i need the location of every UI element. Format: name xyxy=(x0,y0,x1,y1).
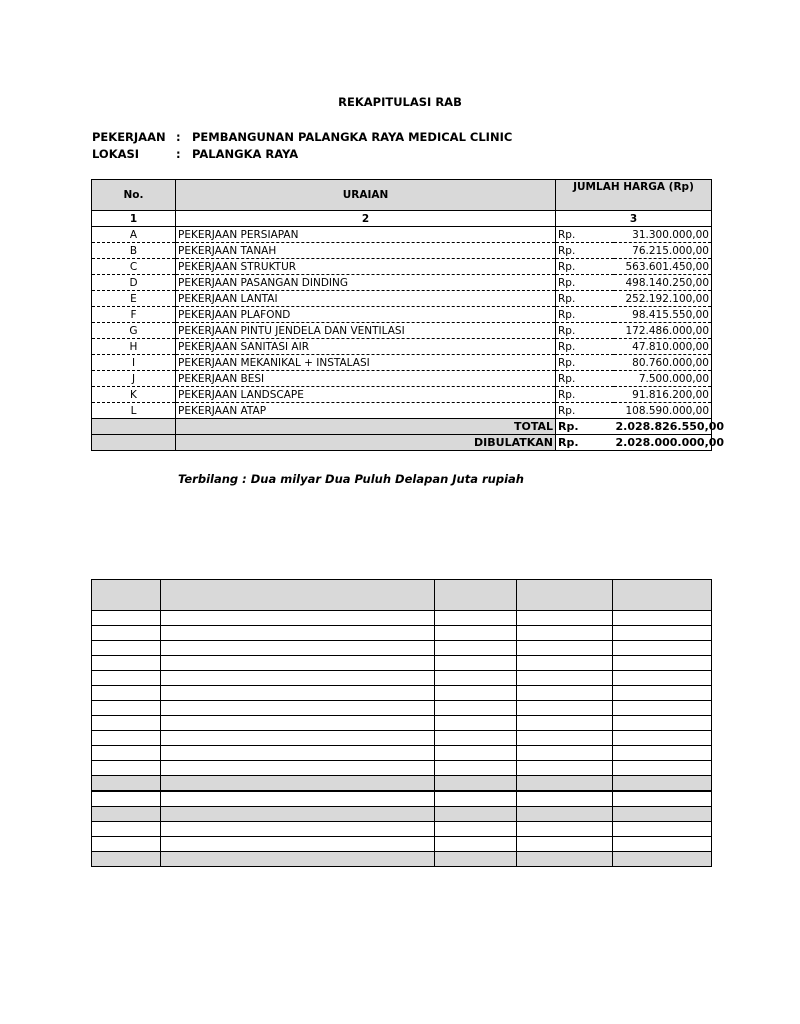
empty-cell xyxy=(517,761,613,776)
item-no: I xyxy=(92,355,176,371)
col-number-1: 1 xyxy=(92,211,176,227)
item-no: C xyxy=(92,259,176,275)
empty-cell xyxy=(92,852,161,867)
empty-table-row xyxy=(92,626,712,641)
item-currency: Rp. xyxy=(556,339,614,355)
item-currency: Rp. xyxy=(556,259,614,275)
item-no: L xyxy=(92,403,176,419)
empty-cell xyxy=(517,701,613,716)
total-currency: Rp. xyxy=(556,419,614,435)
empty-cell xyxy=(517,580,613,611)
empty-cell xyxy=(435,686,517,701)
empty-cell xyxy=(517,807,613,822)
item-amount: 172.486.000,00 xyxy=(614,323,712,339)
empty-cell xyxy=(613,716,712,731)
empty-table-row xyxy=(92,641,712,656)
empty-cell xyxy=(92,686,161,701)
item-no: H xyxy=(92,339,176,355)
empty-table xyxy=(91,579,712,867)
empty-table-row xyxy=(92,822,712,837)
empty-cell xyxy=(613,837,712,852)
item-no: B xyxy=(92,243,176,259)
empty-cell xyxy=(435,837,517,852)
empty-cell xyxy=(435,656,517,671)
item-amount: 498.140.250,00 xyxy=(614,275,712,291)
empty-cell xyxy=(613,807,712,822)
empty-cell xyxy=(92,716,161,731)
empty-cell xyxy=(613,852,712,867)
empty-cell xyxy=(517,671,613,686)
empty-table-row xyxy=(92,611,712,626)
empty-table-row xyxy=(92,731,712,746)
empty-table-row xyxy=(92,776,712,792)
item-description: PEKERJAAN TANAH xyxy=(176,243,556,259)
empty-cell xyxy=(92,731,161,746)
table-row xyxy=(92,355,712,371)
item-amount: 47.810.000,00 xyxy=(614,339,712,355)
item-currency: Rp. xyxy=(556,291,614,307)
project-name-line xyxy=(92,130,512,144)
item-description: PEKERJAAN MEKANIKAL + INSTALASI xyxy=(176,355,556,371)
item-description: PEKERJAAN PLAFOND xyxy=(176,307,556,323)
empty-cell xyxy=(92,656,161,671)
empty-cell xyxy=(161,837,435,852)
empty-cell xyxy=(613,776,712,792)
item-no: A xyxy=(92,227,176,243)
item-description: PEKERJAAN ATAP xyxy=(176,403,556,419)
item-amount: 252.192.100,00 xyxy=(614,291,712,307)
item-currency: Rp. xyxy=(556,371,614,387)
empty-cell xyxy=(161,611,435,626)
empty-cell xyxy=(161,761,435,776)
table-row xyxy=(92,403,712,419)
separator: : xyxy=(176,130,181,144)
empty-cell xyxy=(517,746,613,761)
empty-cell xyxy=(517,611,613,626)
header-uraian: URAIAN xyxy=(176,180,556,211)
empty-cell xyxy=(435,761,517,776)
empty-cell xyxy=(613,656,712,671)
empty-cell xyxy=(435,731,517,746)
table-row xyxy=(92,243,712,259)
empty-cell xyxy=(613,611,712,626)
empty-table-row xyxy=(92,716,712,731)
empty-cell xyxy=(435,746,517,761)
empty-cell xyxy=(92,671,161,686)
empty-table-row xyxy=(92,837,712,852)
empty-cell xyxy=(435,641,517,656)
empty-cell xyxy=(517,626,613,641)
rounded-amount: 2.028.000.000,00 xyxy=(615,436,725,449)
table-row xyxy=(92,387,712,403)
item-description: PEKERJAAN PINTU JENDELA DAN VENTILASI xyxy=(176,323,556,339)
empty-cell xyxy=(613,626,712,641)
empty-cell xyxy=(613,761,712,776)
total-row xyxy=(92,419,712,435)
empty-cell xyxy=(613,701,712,716)
empty-cell xyxy=(161,791,435,807)
empty-table-row xyxy=(92,791,712,807)
table-row xyxy=(92,307,712,323)
item-description: PEKERJAAN STRUKTUR xyxy=(176,259,556,275)
empty-cell xyxy=(161,641,435,656)
item-amount: 98.415.550,00 xyxy=(614,307,712,323)
table-row xyxy=(92,339,712,355)
table-row xyxy=(92,371,712,387)
item-amount: 91.816.200,00 xyxy=(614,387,712,403)
empty-cell xyxy=(161,746,435,761)
empty-cell xyxy=(613,641,712,656)
empty-cell xyxy=(92,837,161,852)
item-currency: Rp. xyxy=(556,355,614,371)
empty-cell xyxy=(435,852,517,867)
empty-table-row xyxy=(92,746,712,761)
empty-cell xyxy=(435,580,517,611)
empty-cell xyxy=(92,807,161,822)
header-jumlah-harga: JUMLAH HARGA (Rp) xyxy=(556,180,712,211)
empty-table-row xyxy=(92,580,712,611)
item-currency: Rp. xyxy=(556,307,614,323)
col-number-3: 3 xyxy=(556,211,712,227)
empty-cell xyxy=(517,731,613,746)
table-row xyxy=(92,323,712,339)
empty-cell xyxy=(92,791,161,807)
item-amount: 563.601.450,00 xyxy=(614,259,712,275)
item-currency: Rp. xyxy=(556,275,614,291)
empty-cell xyxy=(435,776,517,792)
empty-cell xyxy=(161,580,435,611)
empty-cell xyxy=(435,716,517,731)
item-no: D xyxy=(92,275,176,291)
empty-cell xyxy=(92,776,161,792)
empty-cell xyxy=(92,580,161,611)
empty-cell xyxy=(161,626,435,641)
item-currency: Rp. xyxy=(556,243,614,259)
lokasi-value: PALANGKA RAYA xyxy=(192,147,299,161)
empty-cell xyxy=(92,626,161,641)
empty-cell xyxy=(613,746,712,761)
item-currency: Rp. xyxy=(556,403,614,419)
empty-cell xyxy=(435,626,517,641)
empty-cell xyxy=(161,701,435,716)
item-no: K xyxy=(92,387,176,403)
document-title: REKAPITULASI RAB xyxy=(338,95,462,109)
empty-cell xyxy=(92,611,161,626)
empty-cell xyxy=(161,852,435,867)
empty-cell xyxy=(613,580,712,611)
empty-cell xyxy=(613,731,712,746)
rounded-currency: Rp. xyxy=(556,435,614,451)
table-header-row xyxy=(92,180,712,211)
empty-cell xyxy=(161,731,435,746)
item-currency: Rp. xyxy=(556,387,614,403)
item-amount: 76.215.000,00 xyxy=(614,243,712,259)
item-description: PEKERJAAN BESI xyxy=(176,371,556,387)
col-number-2: 2 xyxy=(176,211,556,227)
empty-cell xyxy=(161,807,435,822)
empty-table-row xyxy=(92,852,712,867)
item-amount: 108.590.000,00 xyxy=(614,403,712,419)
item-currency: Rp. xyxy=(556,323,614,339)
item-amount: 31.300.000,00 xyxy=(614,227,712,243)
item-currency: Rp. xyxy=(556,227,614,243)
column-numbering-row xyxy=(92,211,712,227)
item-description: PEKERJAAN PASANGAN DINDING xyxy=(176,275,556,291)
empty-cell xyxy=(517,837,613,852)
empty-cell xyxy=(161,686,435,701)
empty-cell xyxy=(435,611,517,626)
header-no: No. xyxy=(92,180,176,211)
item-amount: 7.500.000,00 xyxy=(614,371,712,387)
project-location-line xyxy=(92,147,298,161)
empty-cell xyxy=(92,822,161,837)
empty-table-row xyxy=(92,656,712,671)
rab-summary-table xyxy=(91,179,725,451)
item-no: E xyxy=(92,291,176,307)
empty-table-row xyxy=(92,671,712,686)
total-label: TOTAL xyxy=(176,419,556,435)
empty-cell xyxy=(161,656,435,671)
empty-cell xyxy=(161,776,435,792)
empty-cell xyxy=(435,807,517,822)
table-row xyxy=(92,275,712,291)
empty-cell xyxy=(517,686,613,701)
empty-cell xyxy=(613,671,712,686)
pekerjaan-label: PEKERJAAN xyxy=(92,130,166,144)
empty-cell xyxy=(517,822,613,837)
item-no: J xyxy=(92,371,176,387)
empty-cell xyxy=(517,656,613,671)
empty-cell xyxy=(92,761,161,776)
empty-cell xyxy=(161,716,435,731)
empty-cell xyxy=(92,641,161,656)
table-row xyxy=(92,259,712,275)
pekerjaan-value: PEMBANGUNAN PALANGKA RAYA MEDICAL CLINIC xyxy=(192,130,513,144)
item-description: PEKERJAAN LANDSCAPE xyxy=(176,387,556,403)
empty-cell xyxy=(92,701,161,716)
item-description: PEKERJAAN SANITASI AIR xyxy=(176,339,556,355)
empty-cell xyxy=(161,822,435,837)
empty-cell xyxy=(517,776,613,792)
empty-cell xyxy=(517,852,613,867)
total-amount: 2.028.826.550,00 xyxy=(615,420,725,433)
item-description: PEKERJAAN PERSIAPAN xyxy=(176,227,556,243)
empty-cell xyxy=(517,716,613,731)
empty-table-row xyxy=(92,701,712,716)
item-no: F xyxy=(92,307,176,323)
amount-in-words: Terbilang : Dua milyar Dua Puluh Delapan Juta rupiah xyxy=(178,472,524,486)
empty-cell xyxy=(435,822,517,837)
empty-cell xyxy=(613,822,712,837)
empty-cell xyxy=(161,671,435,686)
empty-cell xyxy=(613,686,712,701)
table-row xyxy=(92,291,712,307)
empty-cell xyxy=(613,791,712,807)
lokasi-label: LOKASI xyxy=(92,147,140,161)
empty-cell xyxy=(517,791,613,807)
empty-table-row xyxy=(92,761,712,776)
rounded-total-row xyxy=(92,435,712,451)
item-description: PEKERJAAN LANTAI xyxy=(176,291,556,307)
empty-cell xyxy=(517,641,613,656)
empty-table-row xyxy=(92,686,712,701)
empty-table-row xyxy=(92,807,712,822)
item-no: G xyxy=(92,323,176,339)
table-row xyxy=(92,227,712,243)
item-amount: 80.760.000,00 xyxy=(614,355,712,371)
empty-cell xyxy=(435,791,517,807)
rounded-label: DIBULATKAN xyxy=(176,435,556,451)
separator: : xyxy=(176,147,181,161)
empty-cell xyxy=(435,701,517,716)
empty-cell xyxy=(92,746,161,761)
empty-cell xyxy=(435,671,517,686)
